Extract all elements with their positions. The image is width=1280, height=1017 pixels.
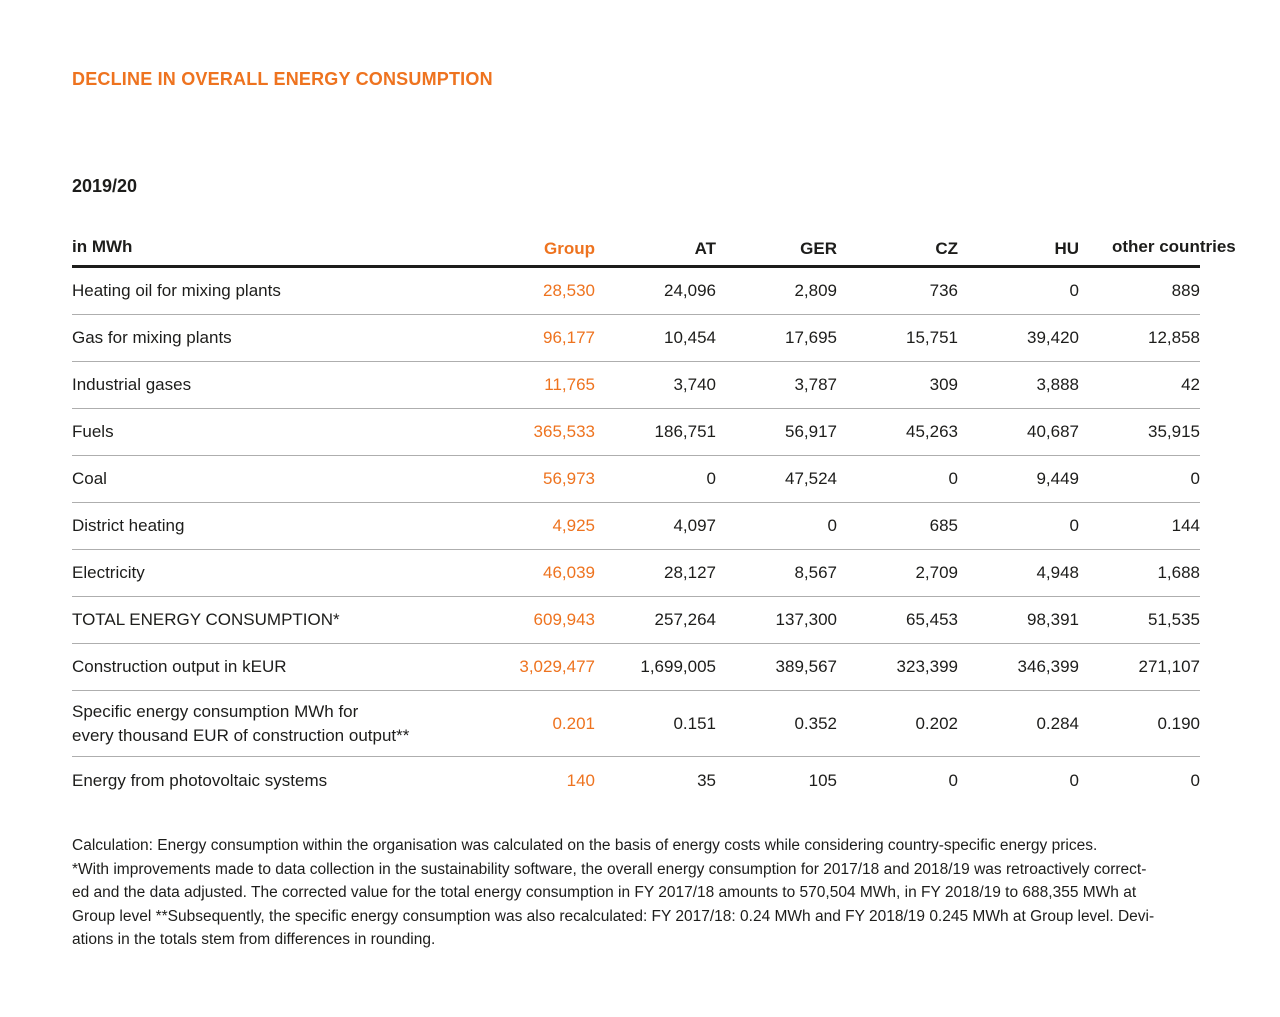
value-hu: 0 [1069,516,1079,535]
footnote-line: Calculation: Energy consumption within the organisation was calculated on the basis of energy costs while considering country-specific energy prices. [72,837,1098,854]
value-other: 51,535 [1148,610,1200,629]
row-label: Gas for mixing plants [72,328,232,347]
value-at: 257,264 [654,610,716,629]
value-group: 4,925 [552,516,595,535]
row-label: Construction output in kEUR [72,657,287,676]
row-label: Industrial gases [72,375,192,394]
value-hu: 4,948 [1036,563,1079,582]
row-label: District heating [72,516,185,535]
value-cz: 309 [929,375,958,394]
value-ger: 389,567 [775,657,837,676]
value-group: 365,533 [533,422,595,441]
value-ger: 0.352 [794,713,837,733]
value-hu: 0 [1069,281,1079,300]
value-other: 271,107 [1138,657,1200,676]
value-group: 96,177 [543,328,595,347]
row-label: Coal [72,469,107,488]
table-header-row [72,205,1236,268]
value-hu: 40,687 [1027,422,1079,441]
value-group: 140 [566,770,595,790]
value-at: 3,740 [673,375,716,394]
value-hu: 346,399 [1017,657,1079,676]
value-group: 28,530 [543,281,595,300]
value-group: 46,039 [543,563,595,582]
value-at: 0 [706,469,716,488]
value-at: 10,454 [664,328,716,347]
table-row-coal [72,456,1200,503]
value-hu: 39,420 [1027,328,1079,347]
footnote [72,834,1212,952]
value-hu: 0.284 [1036,713,1079,733]
value-other: 42 [1181,375,1200,394]
row-label: Electricity [72,563,145,582]
footnote-line: ations in the totals stem from differences in rounding. [72,931,436,948]
value-ger: 8,567 [794,563,837,582]
column-header-hu: HU [1054,239,1079,258]
value-hu: 0 [1069,770,1079,790]
column-header-other-countries-label: other countries [1112,237,1236,256]
table-row-industrial-gases [72,362,1200,409]
column-header-other-countries [1079,234,1236,259]
section-title: DECLINE IN OVERALL ENERGY CONSUMPTION [72,69,493,89]
value-at: 35 [697,770,716,790]
value-hu: 98,391 [1027,610,1079,629]
footnote-line: ed and the data adjusted. The corrected value for the total energy consumption in FY 2017/18 amounts to 570,504 MWh, in FY 2018/19 to 688,355 MWh at [72,884,1137,901]
footnote-line: *With improvements made to data collection in the sustainability software, the overall energy consumption for 2017/18 and 2018/19 was retroactively correct- [72,860,1147,878]
table-row-heating-oil [72,268,1200,315]
value-at: 28,127 [664,563,716,582]
column-header-group: Group [544,239,595,258]
table-row-electricity [72,550,1200,597]
value-group: 3,029,477 [519,657,595,676]
value-cz: 65,453 [906,610,958,629]
table-row-total-energy [72,597,1200,644]
value-other: 35,915 [1148,422,1200,441]
value-ger: 47,524 [785,469,837,488]
value-other: 889 [1171,281,1200,300]
value-ger: 17,695 [785,328,837,347]
value-other: 0 [1190,469,1200,488]
value-ger: 56,917 [785,422,837,441]
value-other: 12,858 [1148,328,1200,347]
table-row-gas [72,315,1200,362]
value-other: 0 [1190,770,1200,790]
column-header-unit: in MWh [72,237,133,256]
value-ger: 137,300 [775,610,837,629]
column-header-at: AT [694,239,716,258]
value-cz: 0.202 [915,713,958,733]
value-cz: 0 [948,469,958,488]
value-ger: 105 [808,770,837,790]
row-label [72,700,474,748]
row-label: TOTAL ENERGY CONSUMPTION* [72,610,340,629]
column-header-cz: CZ [935,239,958,258]
value-group: 609,943 [533,610,595,629]
column-header-ger: GER [800,239,837,258]
table-row-photovoltaic [72,757,1200,804]
value-ger: 0 [827,516,837,535]
value-at: 0.151 [673,713,716,733]
table-row-construction-output [72,644,1200,691]
value-group: 56,973 [543,469,595,488]
value-other: 0.190 [1157,713,1200,733]
value-cz: 15,751 [906,328,958,347]
table-row-district-heating [72,503,1200,550]
value-ger: 3,787 [794,375,837,394]
value-cz: 2,709 [915,563,958,582]
value-at: 4,097 [673,516,716,535]
value-cz: 0 [948,770,958,790]
row-label: Heating oil for mixing plants [72,281,281,300]
value-group: 11,765 [544,375,595,394]
row-label: Energy from photovoltaic systems [72,770,328,790]
value-group: 0.201 [552,713,595,733]
row-label-line1: Specific energy consumption MWh for [72,701,359,721]
row-label-line2: every thousand EUR of construction output** [72,725,410,745]
table-row-specific-energy [72,691,1200,757]
value-at: 186,751 [654,422,716,441]
row-label: Fuels [72,422,114,441]
footnote-line: Group level **Subsequently, the specific energy consumption was also recalculated: FY 2017/18: 0.24 MWh and FY 2018/19 0.245 MWh at Group level. Devi- [72,907,1155,925]
value-hu: 9,449 [1036,469,1079,488]
table-row-fuels [72,409,1200,456]
value-at: 1,699,005 [640,657,716,676]
value-ger: 2,809 [794,281,837,300]
value-other: 144 [1171,516,1200,535]
value-other: 1,688 [1157,563,1200,582]
value-at: 24,096 [664,281,716,300]
value-cz: 323,399 [896,657,958,676]
period-label: 2019/20 [72,176,138,196]
energy-consumption-table [72,205,1236,804]
value-cz: 685 [929,516,958,535]
value-cz: 45,263 [906,422,958,441]
value-hu: 3,888 [1036,375,1079,394]
value-cz: 736 [929,281,958,300]
